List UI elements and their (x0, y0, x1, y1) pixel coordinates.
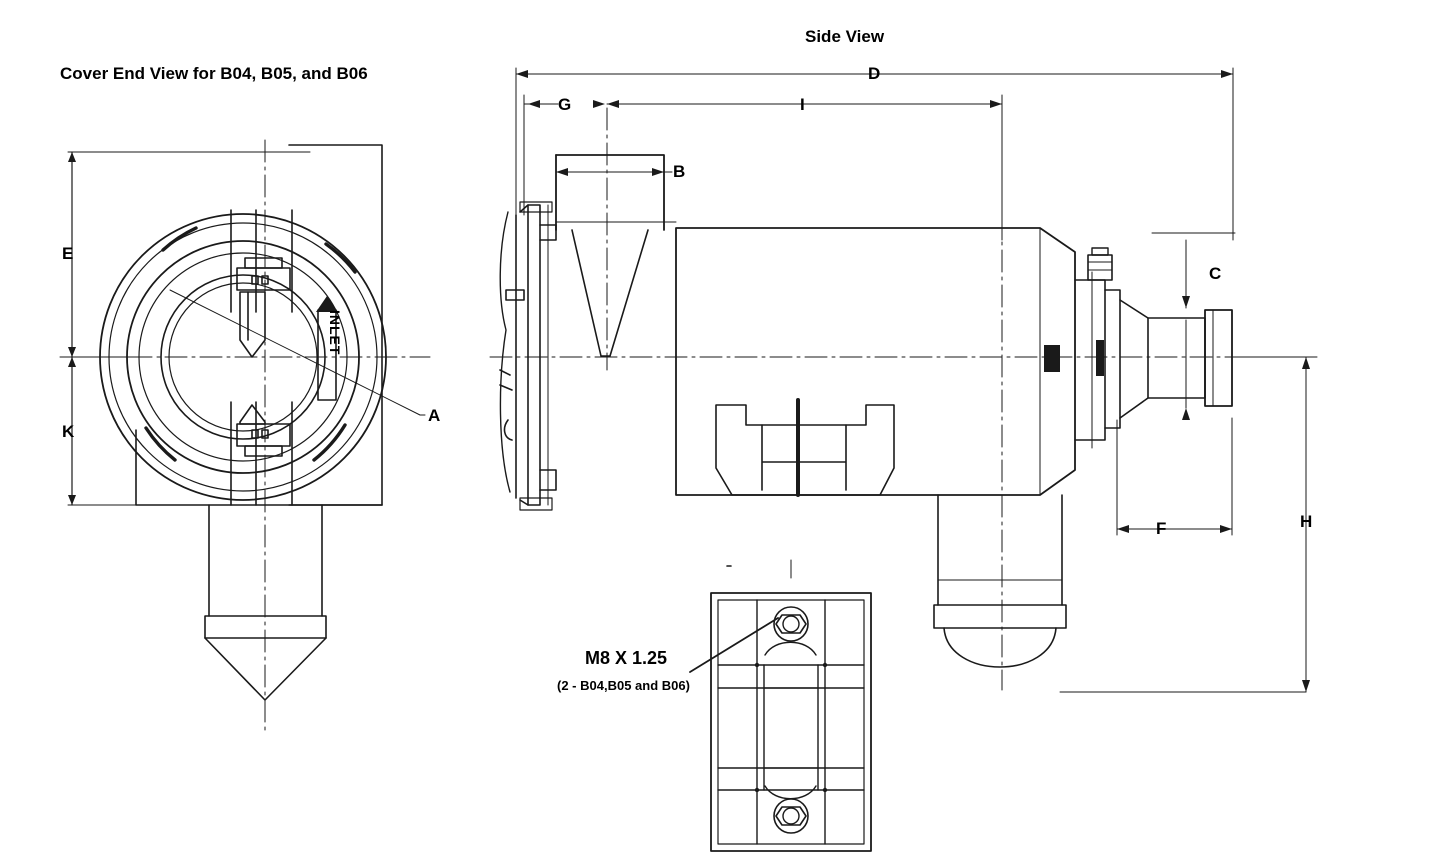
thread-spec-label: M8 X 1.25 (585, 648, 668, 668)
dimension-label-D: D (868, 64, 881, 83)
dimension-label-H: H (1300, 512, 1313, 531)
dimension-label-C: C (1209, 264, 1222, 283)
left-view-title: Cover End View for B04, B05, and B06 (60, 64, 368, 83)
dimension-label-B: B (673, 162, 686, 181)
thread-note-label: (2 - B04,B05 and B06) (557, 678, 690, 693)
dimension-label-G: G (558, 95, 572, 114)
dimension-label-F: F (1156, 519, 1167, 538)
dimension-label-A: A (428, 406, 441, 425)
right-view-title: Side View (805, 27, 885, 46)
dimension-label-I: I (800, 95, 805, 114)
inlet-arrow-label: INLET (327, 310, 343, 356)
dimension-label-K: K (62, 422, 75, 441)
dimension-label-E: E (62, 244, 74, 263)
